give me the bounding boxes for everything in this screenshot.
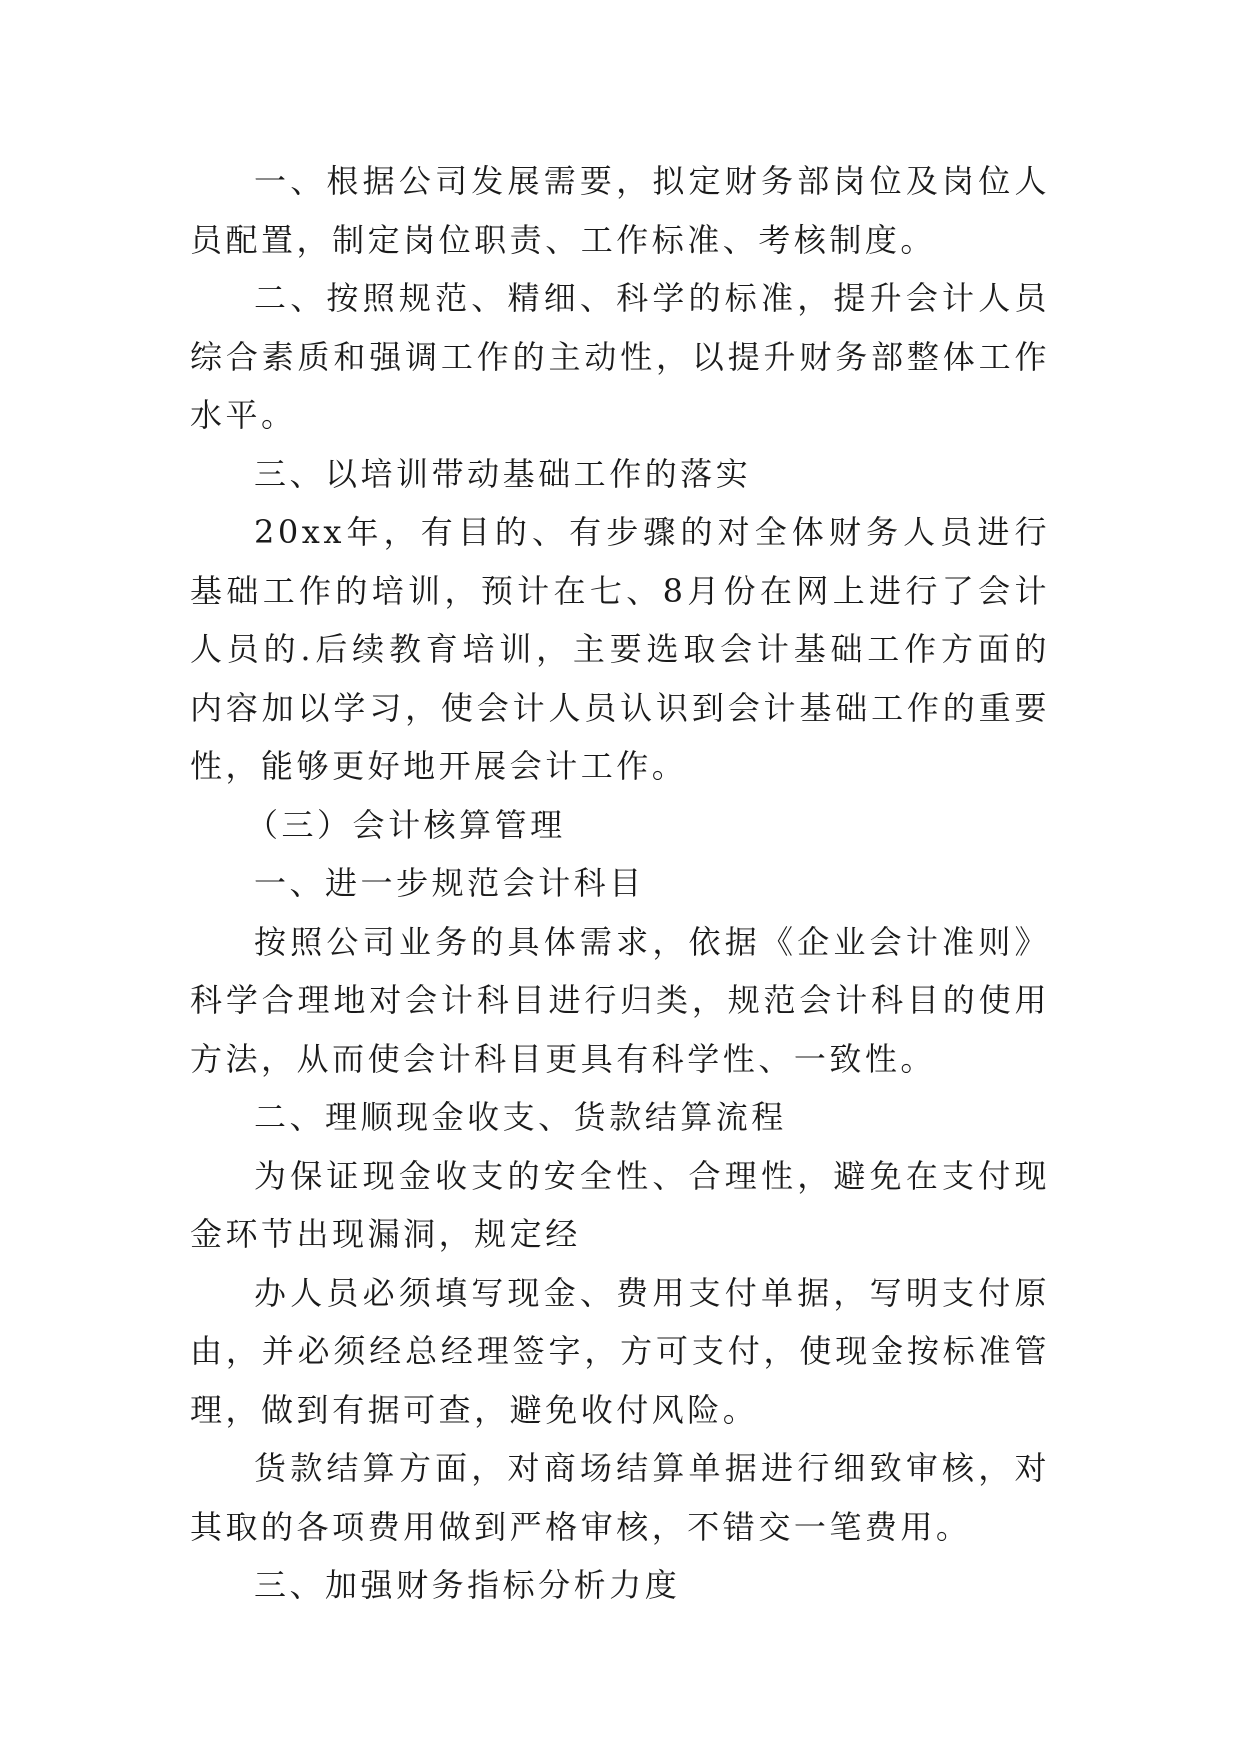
paragraph-accounting-subjects: 按照公司业务的具体需求，依据《企业会计准则》科学合理地对会计科目进行归类，规范会计科目的使用方法，从而使会计科目更具有科学性、一致性。 (190, 922, 1050, 1078)
paragraph-settlement-review: 货款结算方面，对商场结算单据进行细致审核，对其取的各项费用做到严格审核，不错交一笔费用。 (190, 1449, 1050, 1546)
heading-cash-flow-process: 二、理顺现金收支、货款结算流程 (254, 1098, 787, 1136)
heading-training: 三、以培训带动基础工作的落实 (254, 454, 752, 493)
paragraph-cash-safety: 为保证现金收支的安全性、合理性，避免在支付现金环节出现漏洞，规定经 (190, 1156, 1050, 1253)
paragraph-standards: 二、按照规范、精细、科学的标准，提升会计人员综合素质和强调工作的主动性，以提升财务部整体工作水平。 (190, 279, 1050, 434)
paragraph-payment-approval: 办人员必须填写现金、费用支付单据，写明支付原由，并必须经总经理签字，方可支付，使现金按标准管理，做到有据可查，避免收付风险。 (190, 1273, 1050, 1429)
heading-accounting-subjects: 一、进一步规范会计科目 (254, 864, 645, 902)
section-heading-accounting-management: （三）会计核算管理 (246, 805, 566, 844)
paragraph-staffing-plan: 一、根据公司发展需要，拟定财务部岗位及岗位人员配置，制定岗位职责、工作标准、考核制度。 (190, 162, 1050, 259)
paragraph-training-details: 20xx年，有目的、有步骤的对全体财务人员进行基础工作的培训，预计在七、8月份在网上进行了会计人员的.后续教育培训，主要选取会计基础工作方面的内容加以学习，使会计人员认识到会计基础工作的重要性，能够更好地开展会计工作。 (190, 513, 1050, 785)
heading-financial-analysis: 三、加强财务指标分析力度 (254, 1566, 681, 1604)
document-body (190, 152, 1050, 1615)
